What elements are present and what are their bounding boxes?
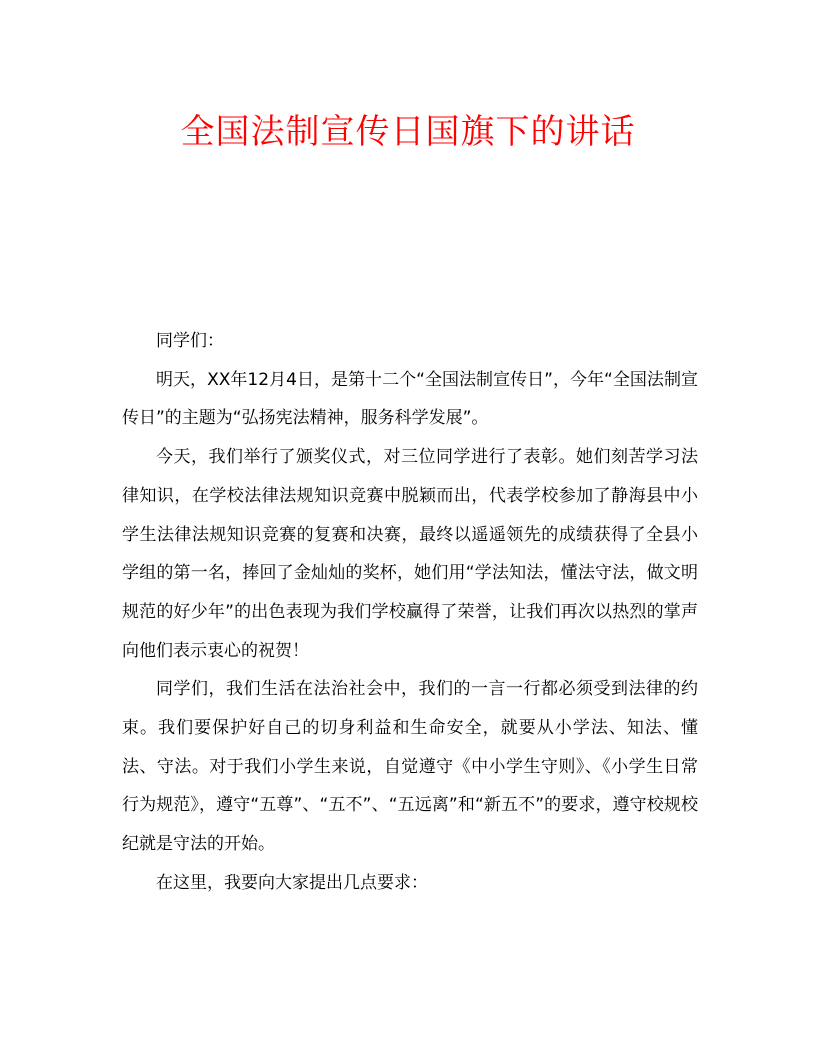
paragraph-legal-day-theme: 明天，XX年12月4日，是第十二个“全国法制宣传日”，今年“全国法制宣传日”的主题为“弘扬宪法精神，服务科学发展”。 bbox=[122, 369, 698, 429]
paragraph-award-ceremony: 今天，我们举行了颁奖仪式，对三位同学进行了表彰。她们刻苦学习法律知识，在学校法律法规知识竞赛中脱颖而出，代表学校参加了静海县中小学生法律法规知识竞赛的复赛和决赛，最终以遥遥领先的成绩获得了全县小学组的第一名，捧回了金灿灿的奖杯，她们用“学法知法，懂法守法，做文明规范的好少年”的出色表现为我们学校赢得了荣誉，让我们再次以热烈的掌声向他们表示衷心的祝贺！ bbox=[122, 447, 698, 661]
paragraph-requirements-intro: 在这里，我要向大家提出几点要求： bbox=[156, 872, 428, 893]
document-title: 全国法制宣传日国旗下的讲话 bbox=[180, 112, 636, 152]
paragraph-rule-of-law: 同学们，我们生活在法治社会中，我们的一言一行都必须受到法律的约束。我们要保护好自己的切身利益和生命安全，就要从小学法、知法、懂法、守法。对于我们小学生来说，自觉遵守《中小学生守则》、《小学生日常行为规范》，遵守“五尊”、“五不”、“五远离”和“新五不”的要求，遵守校规校纪就是守法的开始。 bbox=[122, 679, 698, 855]
paragraph-salutation: 同学们： bbox=[156, 331, 224, 351]
document-body bbox=[122, 322, 698, 903]
